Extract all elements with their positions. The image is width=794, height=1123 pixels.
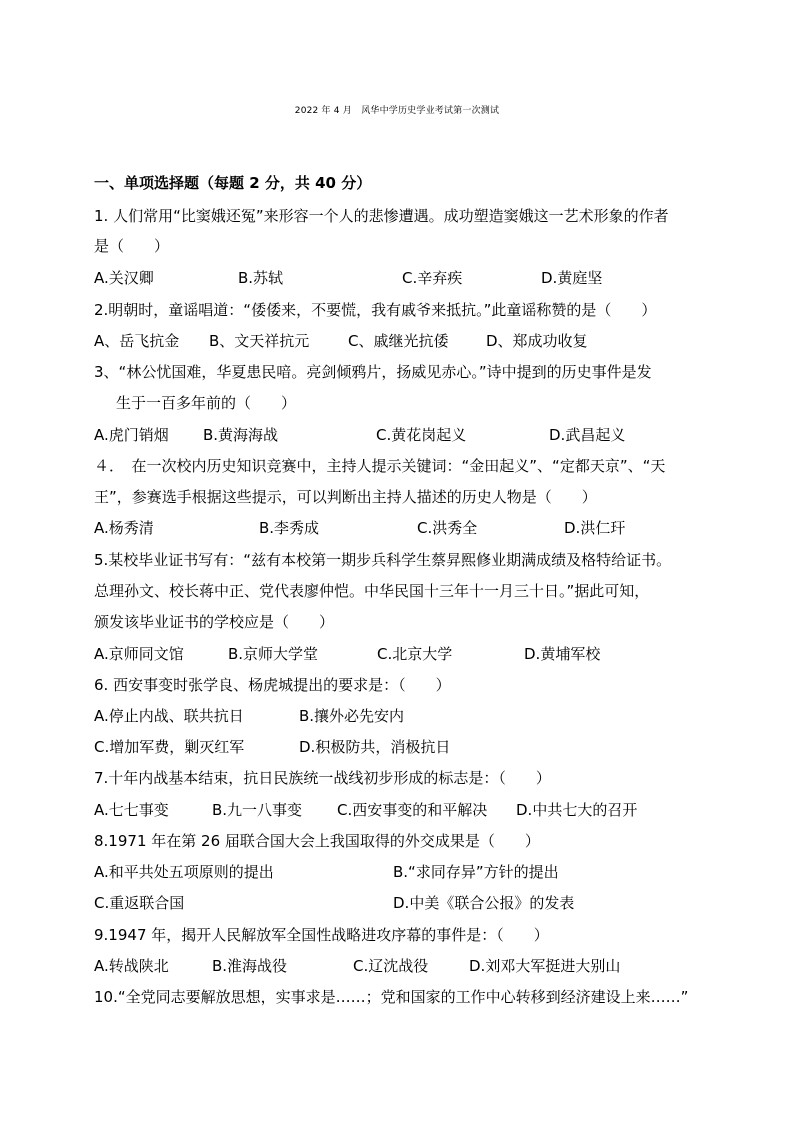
- q3-option-b: B.黄海海战: [203, 426, 279, 444]
- section-heading: 一、单项选择题（每题 2 分，共 40 分）: [94, 174, 372, 192]
- q6-option-c: C.增加军费，剿灭红军: [94, 738, 245, 756]
- question-5-line-2: 总理孙文、校长蒋中正、党代表廖仲恺。中华民国十三年十一月三十日。”据此可知，: [94, 582, 650, 600]
- q7-option-c: C.西安事变的和平解决: [337, 801, 488, 819]
- q9-option-b: B.淮海战役: [212, 957, 288, 975]
- q9-option-c: C.辽沈战役: [353, 957, 429, 975]
- q9-option-a: A.转战陕北: [94, 957, 169, 975]
- q5-option-c: C.北京大学: [377, 645, 453, 663]
- q2-option-d: D、郑成功收复: [486, 332, 588, 350]
- q3-option-d: D.武昌起义: [549, 426, 626, 444]
- question-9-line-1: 9.1947 年，揭开人民解放军全国性战略进攻序幕的事件是：（ ）: [94, 926, 549, 944]
- question-3-line-2: 生于一百多年前的（ ）: [116, 394, 297, 412]
- question-8-line-1: 8.1971 年在第 26 届联合国大会上我国取得的外交成果是（ ）: [94, 832, 540, 850]
- q6-option-a: A.停止内战、联共抗日: [94, 707, 244, 725]
- q5-option-d: D.黄埔军校: [524, 645, 601, 663]
- q6-option-d: D.积极防共，消极抗日: [299, 738, 451, 756]
- q2-option-a: A、岳飞抗金: [94, 332, 180, 350]
- q7-option-b: B.九一八事变: [212, 801, 303, 819]
- question-1-line-2: 是（ ）: [94, 237, 170, 255]
- question-7-line-1: 7.十年内战基本结束，抗日民族统一战线初步形成的标志是：（ ）: [94, 769, 551, 787]
- question-4-line-1: ４． 在一次校内历史知识竞赛中，主持人提示关键词：“金田起义”、“定都天京”、“天: [94, 457, 666, 475]
- question-5-line-1: 5.某校毕业证书写有：“兹有本校第一期步兵科学生蔡昇熙修业期满成绩及格特给证书。: [94, 551, 672, 569]
- q5-option-a: A.京师同文馆: [94, 645, 184, 663]
- page-title: 2022 年 4 月 风华中学历史学业考试第一次测试: [294, 106, 500, 116]
- question-1-line-1: 1. 人们常用“比窦娥还冤”来形容一个人的悲惨遭遇。成功塑造窦娥这一艺术形象的作者: [94, 207, 669, 225]
- q1-option-a: A.关汉卿: [94, 269, 154, 287]
- question-10-line-1: 10.“全党同志要解放思想，实事求是……；党和国家的工作中心转移到经济建设上来……”: [94, 988, 689, 1006]
- q4-option-a: A.杨秀清: [94, 519, 154, 537]
- q5-option-b: B.京师大学堂: [228, 645, 319, 663]
- q9-option-d: D.刘邓大军挺进大别山: [469, 957, 621, 975]
- q3-option-a: A.虎门销烟: [94, 426, 169, 444]
- question-5-line-3: 颁发该毕业证书的学校应是（ ）: [94, 613, 335, 631]
- q2-option-b: B、文天祥抗元: [209, 332, 310, 350]
- q4-option-d: D.洪仁玕: [564, 519, 626, 537]
- q7-option-d: D.中共七大的召开: [516, 801, 638, 819]
- question-2-line-1: 2.明朝时，童谣唱道：“倭倭来，不要慌，我有戚爷来抵抗。”此童谣称赞的是（ ）: [94, 301, 657, 319]
- q1-option-d: D.黄庭坚: [541, 269, 603, 287]
- q8-option-b: B.“求同存异”方针的提出: [393, 863, 559, 881]
- q1-option-b: B.苏轼: [238, 269, 284, 287]
- q7-option-a: A.七七事变: [94, 801, 169, 819]
- q4-option-c: C.洪秀全: [417, 519, 478, 537]
- question-3-line-1: 3、“林公忧国难，华夏患民喑。亮剑倾鸦片，扬威见赤心。”诗中提到的历史事件是发: [94, 363, 652, 381]
- q6-option-b: B.攘外必先安内: [299, 707, 405, 725]
- q8-option-a: A.和平共处五项原则的提出: [94, 863, 274, 881]
- q8-option-d: D.中美《联合公报》的发表: [393, 894, 575, 912]
- q4-option-b: B.李秀成: [259, 519, 320, 537]
- question-6-line-1: 6. 西安事变时张学良、杨虎城提出的要求是：（ ）: [94, 676, 451, 694]
- q8-option-c: C.重返联合国: [94, 894, 185, 912]
- q1-option-c: C.辛弃疾: [402, 269, 463, 287]
- q3-option-c: C.黄花岗起义: [376, 426, 467, 444]
- q2-option-c: C、戚继光抗倭: [348, 332, 449, 350]
- question-4-line-2: 王”，参赛选手根据这些提示，可以判断出主持人描述的历史人物是（ ）: [94, 488, 597, 506]
